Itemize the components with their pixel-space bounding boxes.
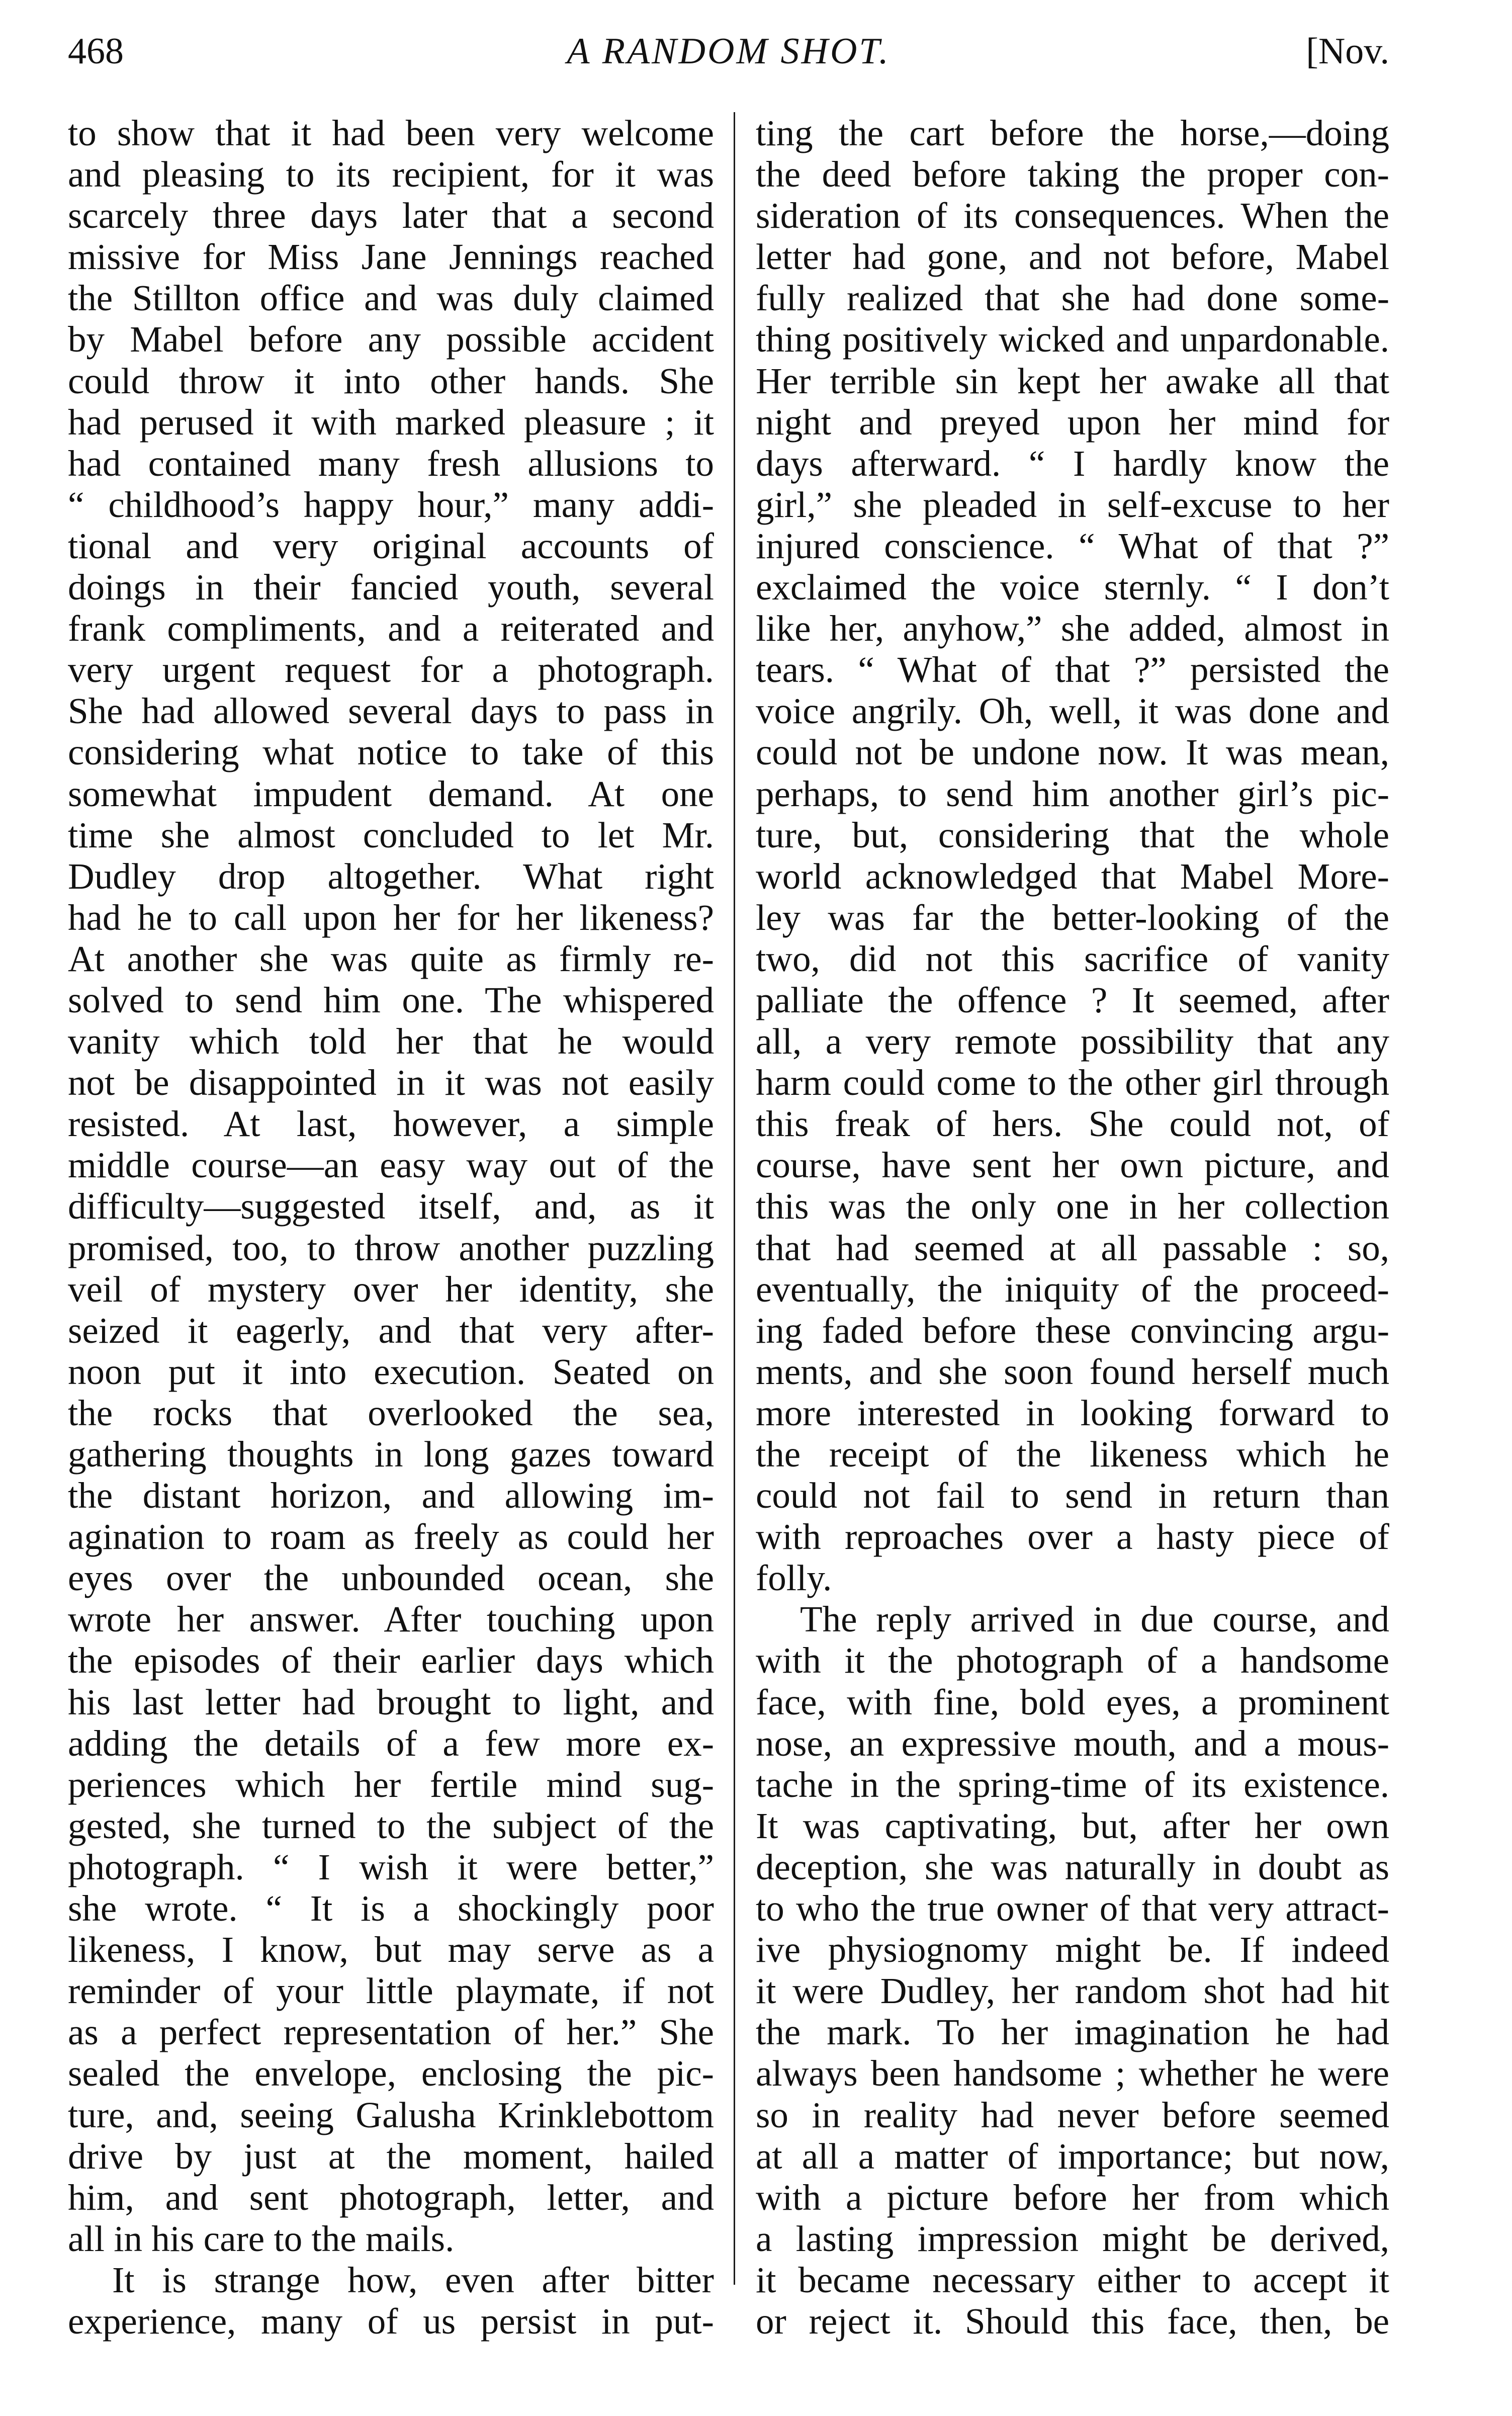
text-line: face, with fine, bold eyes, a prominent: [756, 1681, 1389, 1722]
text-line: resisted. At last, however, a simple: [68, 1103, 714, 1145]
text-line: had he to call upon her for her likeness?: [68, 897, 714, 938]
column-divider: [734, 112, 735, 2285]
text-line: the Stillton office and was duly claimed: [68, 278, 714, 319]
issue-month: [Nov.: [1306, 31, 1389, 72]
text-line: promised, too, to throw another puzzling: [68, 1227, 714, 1268]
text-line: thing positively wicked and unpardonable.: [756, 319, 1389, 360]
text-line: by Mabel before any possible accident: [68, 319, 714, 360]
text-line: scarcely three days later that a second: [68, 195, 714, 236]
left-column: [68, 113, 714, 2342]
text-line: this freak of hers. She could not, of: [756, 1103, 1389, 1145]
text-line: ture, but, considering that the whole: [756, 814, 1389, 855]
text-line: this was the only one in her collection: [756, 1186, 1389, 1227]
text-line: adding the details of a few more ex-: [68, 1722, 714, 1764]
text-line: perhaps, to send him another girl’s pic-: [756, 773, 1389, 814]
text-line: folly.: [756, 1558, 832, 1599]
text-line: vanity which told her that he would: [68, 1021, 714, 1062]
text-line: could not be undone now. It was mean,: [756, 732, 1389, 773]
text-line: with a picture before her from which: [756, 2177, 1389, 2218]
page-number: 468: [68, 31, 124, 72]
text-line: and pleasing to its recipient, for it was: [68, 154, 714, 195]
text-line: it were Dudley, her random shot had hit: [756, 1970, 1389, 2012]
text-line: had contained many fresh allusions to: [68, 443, 714, 484]
text-line: middle course—an easy way out of the: [68, 1145, 714, 1186]
text-line: wrote her answer. After touching upon: [68, 1599, 714, 1640]
text-line: she wrote. “ It is a shockingly poor: [68, 1888, 714, 1929]
text-line: could throw it into other hands. She: [68, 360, 714, 401]
text-line: gested, she turned to the subject of the: [68, 1805, 714, 1846]
text-line: drive by just at the moment, hailed: [68, 2135, 714, 2177]
text-line: gathering thoughts in long gazes toward: [68, 1434, 714, 1475]
text-line: always been handsome ; whether he were: [756, 2053, 1389, 2094]
text-line: Her terrible sin kept her awake all that: [756, 360, 1389, 401]
text-line: sealed the envelope, enclosing the pic-: [68, 2053, 714, 2094]
text-line: solved to send him one. The whispered: [68, 979, 714, 1020]
text-line: had perused it with marked pleasure ; it: [68, 401, 714, 443]
text-line: so in reality had never before seemed: [756, 2094, 1389, 2135]
text-line: reminder of your little playmate, if not: [68, 1970, 714, 2012]
text-line: it became necessary either to accept it: [756, 2259, 1389, 2300]
text-line: It was captivating, but, after her own: [756, 1805, 1389, 1846]
text-line: with reproaches over a hasty piece of: [756, 1516, 1389, 1558]
text-line: letter had gone, and not before, Mabel: [756, 236, 1389, 278]
text-line: the mark. To her imagination he had: [756, 2012, 1389, 2053]
text-line: tears. “ What of that ?” persisted the: [756, 649, 1389, 691]
text-line: night and preyed upon her mind for: [756, 401, 1389, 443]
text-line: palliate the offence ? It seemed, after: [756, 979, 1389, 1020]
text-line: the receipt of the likeness which he: [756, 1434, 1389, 1475]
text-line: harm could come to the other girl through: [756, 1062, 1389, 1103]
text-line: eyes over the unbounded ocean, she: [68, 1558, 714, 1599]
text-line: or reject it. Should this face, then, be: [756, 2300, 1389, 2342]
text-line: the deed before taking the proper con-: [756, 154, 1389, 195]
text-line: considering what notice to take of this: [68, 732, 714, 773]
text-line: two, did not this sacrifice of vanity: [756, 938, 1389, 979]
text-line: exclaimed the voice sternly. “ I don’t: [756, 567, 1389, 608]
text-line: Dudley drop altogether. What right: [68, 855, 714, 897]
text-line: girl,” she pleaded in self-excuse to her: [756, 484, 1389, 525]
text-line: agination to roam as freely as could her: [68, 1516, 714, 1558]
text-line: a lasting impression might be derived,: [756, 2218, 1389, 2259]
text-line: at all a matter of importance; but now,: [756, 2135, 1389, 2177]
text-line: seized it eagerly, and that very after-: [68, 1310, 714, 1351]
text-line: more interested in looking forward to: [756, 1392, 1389, 1433]
text-line: ture, and, seeing Galusha Krinklebottom: [68, 2094, 714, 2135]
text-line: She had allowed several days to pass in: [68, 691, 714, 732]
text-line: fully realized that she had done some-: [756, 278, 1389, 319]
text-line: tache in the spring-time of its existence.: [756, 1764, 1389, 1805]
text-line: like her, anyhow,” she added, almost in: [756, 608, 1389, 649]
text-line: voice angrily. Oh, well, it was done and: [756, 691, 1389, 732]
text-line: somewhat impudent demand. At one: [68, 773, 714, 814]
text-line: course, have sent her own picture, and: [756, 1145, 1389, 1186]
running-title: A RANDOM SHOT.: [567, 31, 891, 72]
text-line: likeness, I know, but may serve as a: [68, 1929, 714, 1970]
text-line: all in his care to the mails.: [68, 2218, 455, 2259]
text-line: ments, and she soon found herself much: [756, 1351, 1389, 1392]
text-line: noon put it into execution. Seated on: [68, 1351, 714, 1392]
text-line: that had seemed at all passable : so,: [756, 1227, 1389, 1268]
text-line: nose, an expressive mouth, and a mous-: [756, 1722, 1389, 1764]
text-line: not be disappointed in it was not easily: [68, 1062, 714, 1103]
text-line: ing faded before these convincing argu-: [756, 1310, 1389, 1351]
text-line: It is strange how, even after bitter: [112, 2259, 714, 2300]
text-line: missive for Miss Jane Jennings reached: [68, 236, 714, 278]
text-line: the rocks that overlooked the sea,: [68, 1392, 714, 1433]
text-line: At another she was quite as firmly re-: [68, 938, 714, 979]
text-line: all, a very remote possibility that any: [756, 1021, 1389, 1062]
running-header: [68, 31, 1389, 71]
text-line: photograph. “ I wish it were better,”: [68, 1846, 714, 1887]
text-line: periences which her fertile mind sug-: [68, 1764, 714, 1805]
text-line: experience, many of us persist in put-: [68, 2300, 714, 2342]
text-line: The reply arrived in due course, and: [800, 1599, 1389, 1640]
text-line: as a perfect representation of her.” She: [68, 2012, 714, 2053]
right-column: [756, 113, 1389, 2342]
text-line: frank compliments, and a reiterated and: [68, 608, 714, 649]
text-line: doings in their fancied youth, several: [68, 567, 714, 608]
text-line: his last letter had brought to light, and: [68, 1681, 714, 1722]
text-line: days afterward. “ I hardly know the: [756, 443, 1389, 484]
text-line: tional and very original accounts of: [68, 525, 714, 566]
text-line: very urgent request for a photograph.: [68, 649, 714, 691]
text-line: with it the photograph of a handsome: [756, 1640, 1389, 1681]
text-line: difficulty—suggested itself, and, as it: [68, 1186, 714, 1227]
text-line: to who the true owner of that very attract-: [756, 1888, 1389, 1929]
text-line: world acknowledged that Mabel More-: [756, 855, 1389, 897]
text-line: sideration of its consequences. When the: [756, 195, 1389, 236]
text-line: veil of mystery over her identity, she: [68, 1268, 714, 1310]
text-line: ting the cart before the horse,—doing: [756, 113, 1389, 153]
text-line: the episodes of their earlier days which: [68, 1640, 714, 1681]
text-line: him, and sent photograph, letter, and: [68, 2177, 714, 2218]
text-line: ley was far the better-looking of the: [756, 897, 1389, 938]
text-line: could not fail to send in return than: [756, 1475, 1389, 1516]
text-line: time she almost concluded to let Mr.: [68, 814, 714, 855]
text-line: to show that it had been very welcome: [68, 113, 714, 153]
text-line: injured conscience. “ What of that ?”: [756, 525, 1389, 566]
text-line: “ childhood’s happy hour,” many addi-: [68, 484, 714, 525]
text-line: eventually, the iniquity of the proceed-: [756, 1268, 1389, 1310]
text-line: the distant horizon, and allowing im-: [68, 1475, 714, 1516]
text-line: ive physiognomy might be. If indeed: [756, 1929, 1389, 1970]
text-line: deception, she was naturally in doubt as: [756, 1846, 1389, 1887]
